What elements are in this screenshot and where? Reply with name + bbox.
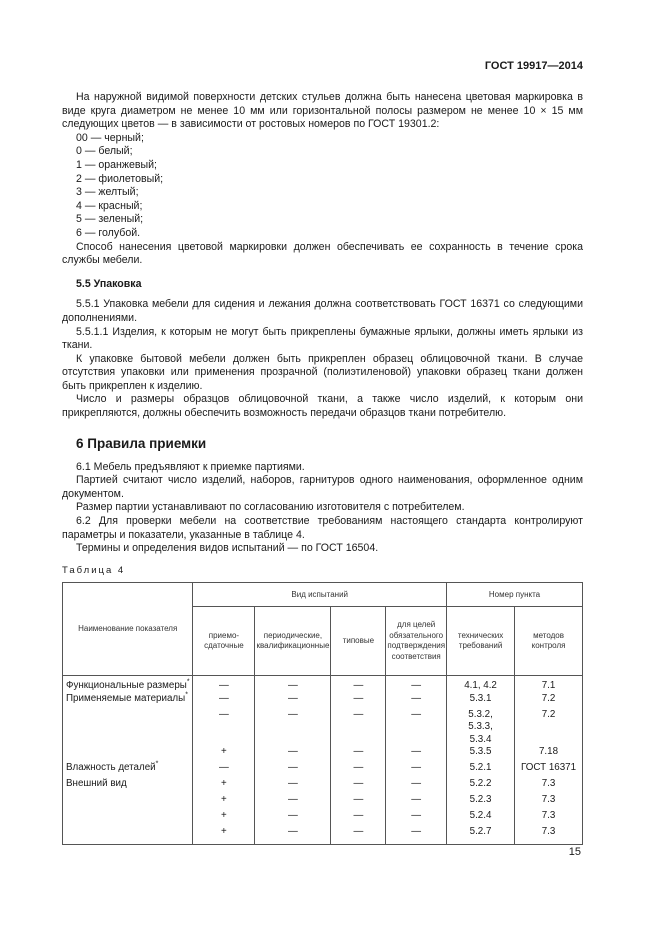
table-row xyxy=(63,762,583,778)
footnote-mark: * xyxy=(155,761,159,769)
header-clause-number: Номер пункта xyxy=(447,583,583,607)
footnote-mark: * xyxy=(185,691,188,699)
page-number: 15 xyxy=(568,846,581,858)
table-row xyxy=(63,676,583,693)
header-control-methods: методов контроля xyxy=(515,607,583,676)
paragraph: 5.5.1 Упаковка мебели для сидения и лежания должна соответствовать ГОСТ 16371 со следующими дополнениями. xyxy=(62,298,583,324)
cell-c4: — xyxy=(386,709,447,747)
section-6-heading: 6 Правила приемки xyxy=(76,435,207,451)
cell-c4: — xyxy=(386,810,447,826)
cell-indicator-name xyxy=(63,794,193,810)
intro-paragraph: На наружной видимой поверхности детских стульев должна быть нанесена цветовая маркировка в виде круга диаметром не менее 10 мм или горизонтальной полосы размером не менее 10 × 15 мм следующих цветов — в зависимости от ростовых номеров по ГОСТ 19301.2: xyxy=(62,91,583,131)
acceptance-table xyxy=(62,582,583,845)
cell-indicator-name xyxy=(63,676,193,693)
cell-c1: + xyxy=(193,778,255,794)
cell-meth: 7.3 xyxy=(515,794,583,810)
table-row xyxy=(63,810,583,826)
cell-c2: — xyxy=(255,693,331,709)
cell-meth: 7.3 xyxy=(515,810,583,826)
cell-c2: — xyxy=(255,676,331,693)
cell-meth: 7.3 xyxy=(515,778,583,794)
cell-meth: ГОСТ 16371 xyxy=(515,762,583,778)
header-acceptance-tests: приемо-сдаточные xyxy=(193,607,255,676)
cell-req: 5.2.1 xyxy=(447,762,515,778)
marking-method-paragraph: Способ нанесения цветовой маркировки должен обеспечивать ее сохранность в течение срока службы мебели. xyxy=(62,240,583,267)
cell-meth: 7.2 xyxy=(515,693,583,709)
cell-c4: — xyxy=(386,794,447,810)
cell-req: 5.3.5 xyxy=(447,746,515,762)
header-type-tests: типовые xyxy=(331,607,386,676)
cell-c4: — xyxy=(386,746,447,762)
cell-c3: — xyxy=(331,676,386,693)
color-list xyxy=(62,132,583,241)
cell-meth: 7.3 xyxy=(515,826,583,844)
header-certification-tests: для целей обязательного подтверждения соответствия xyxy=(386,607,447,676)
cell-req: 5.3.1 xyxy=(447,693,515,709)
cell-c2: — xyxy=(255,709,331,747)
cell-c2: — xyxy=(255,778,331,794)
table-row xyxy=(63,794,583,810)
paragraph: К упаковке бытовой мебели должен быть прикреплен образец облицовочной ткани. В случае отсутствия упаковки или применения прозрачной (полиэтиленовой) упаковки образец ткани должен быть прикреплен к изделию. xyxy=(62,352,583,392)
cell-c4: — xyxy=(386,826,447,844)
cell-c3: — xyxy=(331,810,386,826)
cell-c3: — xyxy=(331,709,386,747)
table-row xyxy=(63,709,583,747)
header-test-types: Вид испытаний xyxy=(193,583,447,607)
cell-indicator-name xyxy=(63,693,193,709)
cell-c1: — xyxy=(193,762,255,778)
cell-c1: + xyxy=(193,826,255,844)
section-5-5-heading: 5.5 Упаковка xyxy=(76,277,142,290)
color-item: 2 — фиолетовый; xyxy=(76,172,164,185)
cell-c3: — xyxy=(331,762,386,778)
color-item: 4 — красный; xyxy=(76,199,143,212)
cell-c3: — xyxy=(331,778,386,794)
cell-c2: — xyxy=(255,762,331,778)
document-code: ГОСТ 19917—2014 xyxy=(484,60,583,72)
cell-indicator-name xyxy=(63,826,193,844)
footnote-mark: * xyxy=(186,679,190,687)
cell-c4: — xyxy=(386,693,447,709)
color-item: 00 — черный; xyxy=(76,131,144,144)
cell-c3: — xyxy=(331,693,386,709)
paragraph: 6.2 Для проверки мебели на соответствие требованиям настоящего стандарта контролируют параметры и показатели, указанные в таблице 4. xyxy=(62,515,583,541)
cell-c4: — xyxy=(386,778,447,794)
cell-req: 5.2.3 xyxy=(447,794,515,810)
indicator-name-text: Функциональные размеры xyxy=(66,680,187,692)
paragraph: Партией считают число изделий, наборов, гарнитуров одного наименования, оформленное одним документом. xyxy=(62,474,583,500)
paragraph: 6.1 Мебель предъявляют к приемке партиями. xyxy=(76,460,305,473)
paragraph: 5.5.1.1 Изделия, к которым не могут быть прикреплены бумажные ярлыки, должны иметь ярлыки из ткани. xyxy=(62,325,583,352)
table-row xyxy=(63,826,583,844)
cell-indicator-name xyxy=(63,746,193,762)
cell-c1: + xyxy=(193,746,255,762)
cell-meth: 7.1 xyxy=(515,676,583,693)
cell-c2: — xyxy=(255,746,331,762)
cell-c2: — xyxy=(255,826,331,844)
cell-c2: — xyxy=(255,794,331,810)
cell-c1: — xyxy=(193,693,255,709)
cell-meth: 7.18 xyxy=(515,746,583,762)
table-row xyxy=(63,693,583,709)
indicator-name-text: Применяемые материалы xyxy=(66,692,186,704)
cell-indicator-name xyxy=(63,778,193,794)
indicator-name-text: Влажность деталей xyxy=(66,762,156,774)
header-periodic-tests: периодические, квалификационные xyxy=(255,607,331,676)
header-indicator-name: Наименование показателя xyxy=(63,583,193,676)
color-item: 5 — зеленый; xyxy=(76,213,144,226)
cell-meth: 7.2 xyxy=(515,709,583,747)
cell-c1: — xyxy=(193,709,255,747)
cell-indicator-name xyxy=(63,762,193,778)
cell-req: 4.1, 4.2 xyxy=(447,676,515,693)
cell-c2: — xyxy=(255,810,331,826)
cell-req: 5.2.4 xyxy=(447,810,515,826)
color-item: 3 — желтый; xyxy=(76,186,139,199)
table-row xyxy=(63,746,583,762)
cell-c3: — xyxy=(331,826,386,844)
paragraph: Размер партии устанавливают по согласованию изготовителя с потребителем. xyxy=(76,501,465,514)
cell-indicator-name xyxy=(63,709,193,747)
paragraph: Термины и определения видов испытаний — по ГОСТ 16504. xyxy=(76,542,379,555)
cell-indicator-name xyxy=(63,810,193,826)
cell-c3: — xyxy=(331,794,386,810)
table-caption: Таблица 4 xyxy=(62,564,126,576)
cell-req: 5.3.2, 5.3.3, 5.3.4 xyxy=(447,709,515,747)
cell-req: 5.2.2 xyxy=(447,778,515,794)
cell-c1: + xyxy=(193,810,255,826)
page-content xyxy=(62,91,583,845)
paragraph: Число и размеры образцов облицовочной ткани, а также число изделий, к которым они прикрепляются, должны обеспечить возможность передачи образцов ткани потребителю. xyxy=(62,393,583,420)
cell-c1: + xyxy=(193,794,255,810)
color-item: 1 — оранжевый; xyxy=(76,158,157,171)
header-tech-requirements: технических требований xyxy=(447,607,515,676)
cell-c4: — xyxy=(386,676,447,693)
cell-c3: — xyxy=(331,746,386,762)
cell-c1: — xyxy=(193,676,255,693)
cell-req: 5.2.7 xyxy=(447,826,515,844)
color-item: 6 — голубой. xyxy=(76,226,141,239)
color-item: 0 — белый; xyxy=(76,145,133,158)
cell-c4: — xyxy=(386,762,447,778)
table-row xyxy=(63,778,583,794)
indicator-name-text: Внешний вид xyxy=(66,778,127,790)
